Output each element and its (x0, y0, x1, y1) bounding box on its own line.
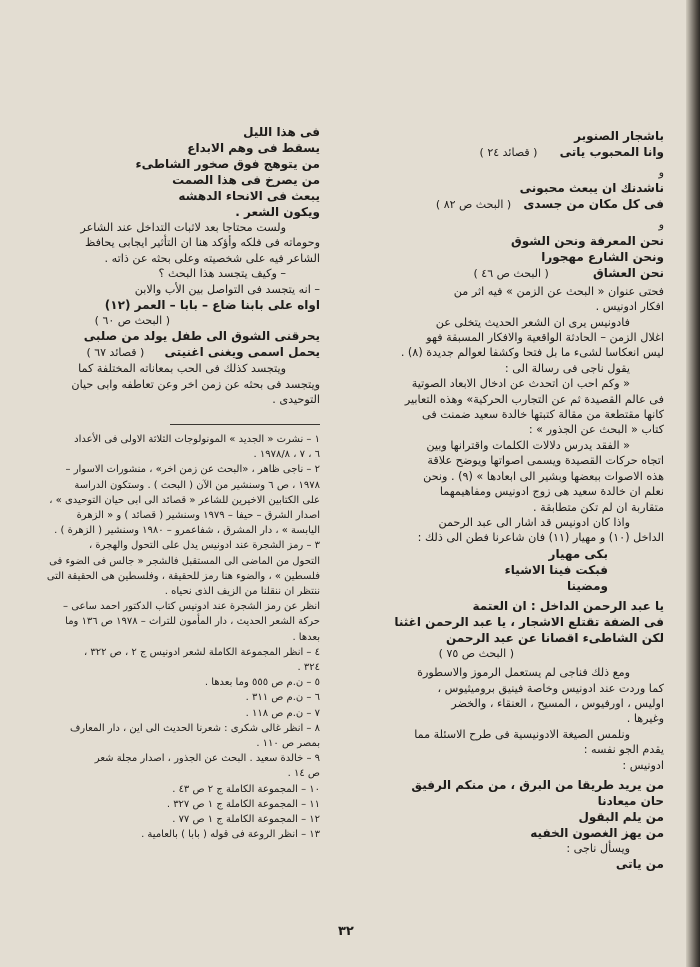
verse-line: لكن الشاطىء اقصانا عن عبد الرحمن (446, 630, 664, 645)
footnote-line: ننتظر ان ننقلنا من الزيف الذى نحياه . (164, 586, 320, 598)
verse-line: من يريد طريقا من البرق ، من منكم الرفيق (411, 777, 664, 792)
verse-line: ويكون الشعر . (235, 205, 320, 219)
footnote-line: فلسطين » ، والضوء هنا رمز للحقيقة ، وفلسطين هى الحقيقة التى (46, 570, 320, 582)
footnote-line: بعدها . (292, 631, 320, 643)
citation: ( البحث ص ٨٢ ) (435, 198, 512, 212)
citation: ( قصائد ٢٤ ) (479, 146, 538, 159)
text-line: الشاعر فيه على شخصيته وعلى بحثه عن ذاته . (104, 251, 320, 265)
verse-line: فى الضفة تقتلع الاشجار ، يا عبد الرحمن اغثنا (394, 614, 664, 629)
footnote-line: ٨ – انظر غالى شكرى : شعرنا الحديث الى اين ، دار المعارف (69, 722, 320, 734)
text-line: واذا كان ادونيس قد اشار الى عبد الرحمن (438, 515, 630, 529)
verse-line: ونحن الشارع مهجورا (541, 249, 664, 264)
footnote-line: ٣٢٤ . (297, 662, 320, 674)
footnotes (36, 432, 320, 842)
text-line: اوليس ، اورفيوس ، المسيح ، العنقاء ، والخضر (451, 696, 664, 710)
text-line: ويتجسد كذلك فى الحب بمعاناته المختلفة كما (78, 362, 286, 376)
footnote-line: ٦ – ن.م ص ٣١١ . (245, 692, 320, 704)
footnote-line: ١٢ – المجموعة الكاملة ج ١ ص ٧٧ . (172, 814, 320, 826)
footnote-line: ص ١٤ . (287, 768, 320, 780)
citation: ( البحث ص ٦٠ ) (94, 314, 170, 328)
verse-line (342, 196, 664, 213)
text-line: ليس انعكاسا لشىء ما بل فتحا وكشفا لعوالم جديدة (٨) . (400, 346, 664, 360)
text-line: يقول ناجى فى رسالة الى : (504, 361, 630, 375)
text-line: كانها مقتطعة من مقالة كتبتها خالدة سعيد ضمنت فى (422, 408, 664, 422)
footnote-line: على الكتابين الاخيرين للشاعر « قصائد الى ابى حيان التوحيدى » ، (49, 494, 320, 506)
prose-block (342, 284, 664, 546)
text-line: كما وردت عند ادونيس وخاصة فينيق بروميثيوس ، (437, 681, 664, 695)
text-line: ويسأل ناجى : (566, 841, 630, 855)
prose-block (342, 665, 664, 773)
citation: ( البحث ص ٤٦ ) (473, 266, 549, 280)
verse-line: يسقط فى وهم الابداع (187, 141, 320, 155)
verse-line: من يهز الغصون الخفيه (530, 825, 664, 840)
verse-line: من ياتى (615, 857, 664, 872)
verse-text: فى كل مكان من جسدى (523, 197, 664, 212)
text-line: يقدم الجو نفسه : (583, 743, 664, 757)
conjunction: و (658, 166, 664, 179)
page-number: ٣٢ (338, 924, 354, 939)
text-line: هذه الاصوات ببعضها وبشير الى ابعادها » (٩) . ونحن (423, 469, 664, 483)
footnote-line: اليابسة » ، دار المشرق ، شفاعمرو – ١٩٨٠ وسنشير ( الزهرة ) . (54, 525, 320, 537)
footnote-line: بمصر ص ١١٠ . (256, 738, 320, 750)
verse-line: حان ميعادنا (597, 793, 664, 808)
conjunction: و (658, 218, 664, 232)
text-line: التوحيدى . (272, 393, 320, 407)
text-line: نعلم ان خالدة سعيد هى زوج ادونيس ومفاهيمهما (439, 485, 664, 499)
text-line: ولست محتاجا بعد لاثبات التداخل عند الشاعر (80, 221, 286, 234)
text-line: ويتجسد فى بحثه عن زمن اخر وعن تعاطفه وابى حيان (71, 377, 320, 391)
text-line: افكار ادونيس . (595, 300, 664, 314)
footnote-line: ٩ – خالدة سعيد . البحث عن الجذور ، اصدار مجلة شعر (94, 753, 320, 765)
verse-text: يحمل اسمى ويغنى اغنيتى (164, 345, 320, 360)
verse-text: وانا المحبوب ياتى (559, 145, 664, 159)
text-line: ونلمس الصيغة الادونيسية فى طرح الاسئلة مما (414, 727, 630, 741)
footnote-line: ١٣ – انظر الروعة فى قوله ( بابا ) بالعامية . (141, 829, 320, 841)
text-line: كتاب « البحث عن الجذور » : (528, 423, 664, 437)
footnote-line: ٦ ، ٧ ، ١٩٧٨/٨ . (253, 449, 320, 461)
text-line: اغلال الزمن – الحادثة الواقعية والافكار المسبقة فهو (426, 331, 664, 345)
text-line: وغيرها . (626, 712, 664, 726)
book-spine-shadow (686, 0, 700, 967)
text-line: – انه يتجسد فى التواصل بين الأب والابن (134, 282, 320, 296)
verse-line: من يصرخ فى هذا الصمت (172, 173, 320, 187)
footnote-line: التحول من الماضى الى المستقبل فالشجر « جالس فى الضوء فى (49, 555, 320, 567)
text-line: – وكيف يتجسد هذا البحث ؟ (158, 267, 286, 281)
citation: ( البحث ص ٧٥ ) (438, 646, 514, 660)
verse-line: بكى مهيار (548, 546, 608, 561)
verse-block (342, 546, 664, 594)
footnote-line: حركة الشعر الحديث ، دار المأمون للتراث – ١٩٧٨ ص ١٣٦ وما (65, 616, 320, 628)
verse-line: فبكت فينا الاشياء (504, 562, 608, 577)
text-line: ادونيس : (622, 758, 664, 772)
verse-line: يحرقنى الشوق الى طفل يولد من صلبى (83, 329, 320, 344)
footnote-line: انظر عن رمز الشجرة عند ادونيس كتاب الدكتور احمد ساعى – (63, 601, 320, 613)
verse-line (342, 265, 664, 282)
text-line: فحتى عنوان « البحث عن الزمن » فيه اثر من (453, 284, 664, 298)
footnote-line: ٣ – رمز الشجرة عند ادونيس يدل على التحول والهجرة ، (88, 540, 320, 552)
verse-line: نحن المعرفة ونحن الشوق (510, 233, 664, 248)
verse-line: ومضينا (566, 578, 608, 593)
text-line: وحوماته فى فلكه وأؤكد هنا ان التأثير ايجابى يحافظ (84, 236, 320, 250)
verse-text: نحن العشاق (593, 265, 664, 280)
verse-line: يبعث فى الانحاء الدهشه (178, 189, 320, 203)
verse-line: ناشدنك ان يبعث محبونى (519, 181, 664, 196)
text-line: اتجاه حركات القصيدة ويسمى اصواتها ويوضح علاقة (427, 454, 664, 468)
verse-line: اواه على بابنا ضاع – بابا – العمر (١٢) (104, 298, 320, 313)
citation: ( قصائد ٦٧ ) (86, 346, 145, 360)
verse-block (342, 598, 664, 661)
verse-line: باشجار الصنوبر (574, 129, 664, 143)
text-line: « الفقد يدرس دلالات الكلمات واقترانها وبين (426, 438, 630, 452)
left-column (36, 124, 320, 408)
text-line: متقاربة ان لم تكن متطابقة . (533, 500, 664, 514)
text-line: « وكم احب ان اتحدث عن ادخال الابعاد الصوتية (411, 377, 630, 391)
footnote-line: ٤ – انظر المجموعة الكاملة لشعر ادونيس ج ٢ ، ص ٣٢٢ ، (84, 646, 320, 658)
footnote-line: ١٩٧٨ ، ص ٦ وسنشير من الآن ( البحث ) . وستكون الدراسة (74, 479, 320, 491)
footnote-line: ٢ – ناجى ظاهر ، «البحث عن زمن اخر» ، منشورات الاسوار – (65, 464, 320, 476)
text-line: الداخل (١٠) و مهيار (١١) فان شاعرنا فطن الى ذلك : (417, 531, 664, 545)
right-column (342, 128, 664, 872)
footnote-separator (170, 424, 320, 425)
verse-line: فى هذا الليل (243, 125, 320, 139)
verse-block (342, 777, 664, 841)
text-line: فى عالم القصيدة ثم عن التجارب الحركية» وهذه التعابير (404, 392, 664, 406)
footnote-line: ٥ – ن.م ص ٥٥٥ وما بعدها . (204, 677, 320, 689)
verse-line: من يتوهج فوق صخور الشاطىء (135, 157, 320, 171)
verse-line (342, 144, 664, 161)
verse-line: يا عبد الرحمن الداخل : ان العتمة (472, 598, 664, 613)
text-line: ومع ذلك فناجى لم يستعمل الرموز والاسطورة (417, 666, 630, 680)
verse-line (36, 344, 320, 361)
footnote-line: ٧ – ن.م ص ١١٨ . (245, 707, 320, 719)
verse-line: من يلم البقول (578, 809, 664, 824)
text-line: فادونيس يرى ان الشعر الحديث يتخلى عن (435, 315, 630, 329)
footnote-line: ١ – نشرت « الجديد » المونولوجات الثلاثة الاولى فى الأعداد (74, 434, 320, 445)
footnote-line: اصدار الشرق – حيفا – ١٩٧٩ وسنشير ( قصائد ) و « الزهرة (76, 510, 320, 522)
footnote-line: ١١ – المجموعة الكاملة ج ١ ص ٣٢٧ . (166, 798, 320, 810)
footnote-line: ١٠ – المجموعة الكاملة ج ٢ ص ٤٣ . (172, 783, 320, 795)
